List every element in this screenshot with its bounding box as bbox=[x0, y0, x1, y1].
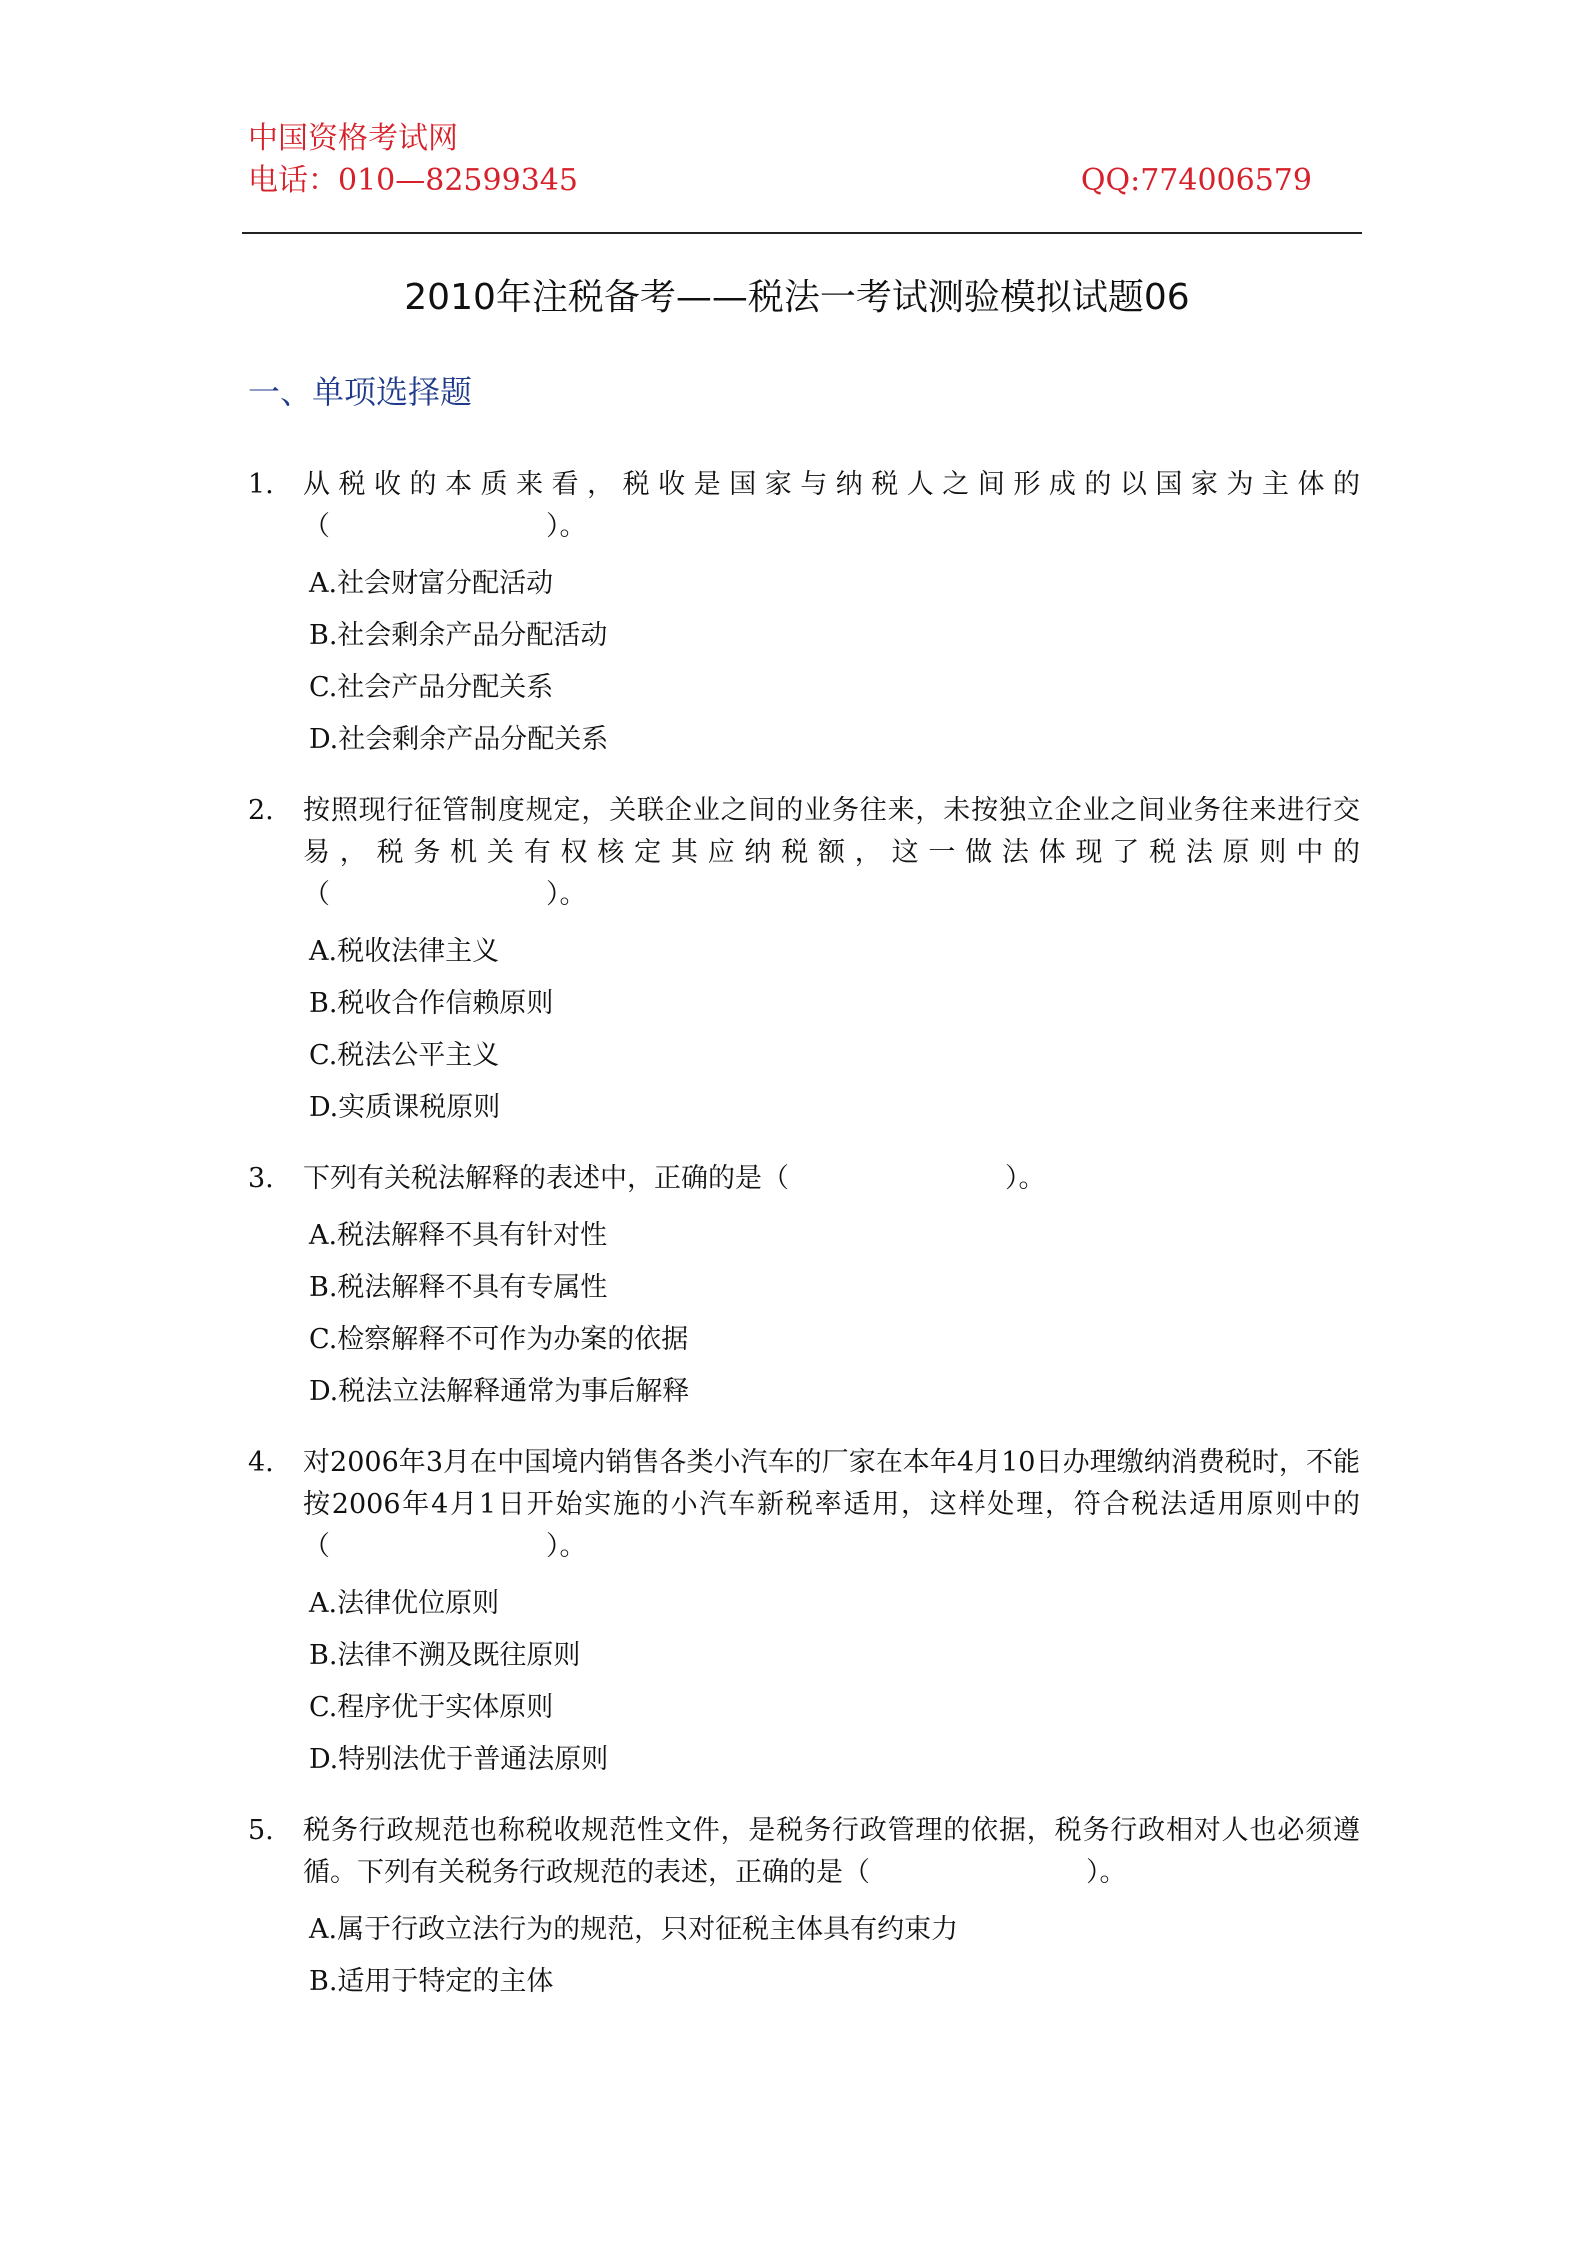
option-c: C.社会产品分配关系 bbox=[309, 672, 554, 703]
question-number: 5. bbox=[248, 1815, 274, 1846]
section-title: 一、单项选择题 bbox=[248, 373, 473, 411]
option-c: C.程序优于实体原则 bbox=[309, 1692, 554, 1723]
option-list bbox=[303, 926, 1360, 1134]
site-name: 中国资格考试网 bbox=[248, 121, 458, 156]
header-divider bbox=[242, 232, 1362, 234]
option-b: B.税法解释不具有专属性 bbox=[309, 1272, 608, 1303]
question-number: 2. bbox=[248, 795, 274, 826]
question-3 bbox=[248, 1158, 1360, 1418]
question-stem: 从税收的本质来看，税收是国家与纳税人之间形成的以国家为主体的（ ）。 bbox=[303, 469, 1360, 542]
option-c: C.检察解释不可作为办案的依据 bbox=[309, 1324, 689, 1355]
qq-number: QQ:774006579 bbox=[1080, 163, 1312, 198]
option-b: B.适用于特定的主体 bbox=[309, 1966, 554, 1997]
option-list bbox=[303, 1210, 1360, 1418]
question-stem: 对2006年3月在中国境内销售各类小汽车的厂家在本年4月10日办理缴纳消费税时，不能按2006年4月1日开始实施的小汽车新税率适用，这样处理，符合税法适用原则中的（ ）。 bbox=[303, 1447, 1360, 1562]
option-a: A.属于行政立法行为的规范，只对征税主体具有约束力 bbox=[309, 1914, 959, 1945]
phone-number: 电话：010—82599345 bbox=[248, 163, 578, 198]
option-d: D.社会剩余产品分配关系 bbox=[309, 724, 609, 755]
option-d: D.特别法优于普通法原则 bbox=[309, 1744, 609, 1775]
question-number: 3. bbox=[248, 1163, 274, 1194]
option-a: A.税法解释不具有针对性 bbox=[309, 1220, 608, 1251]
question-1 bbox=[248, 464, 1360, 766]
option-b: B.社会剩余产品分配活动 bbox=[309, 620, 608, 651]
option-a: A.社会财富分配活动 bbox=[309, 568, 554, 599]
document-title: 2010年注税备考——税法一考试测验模拟试题06 bbox=[404, 277, 1190, 318]
question-list bbox=[248, 464, 1360, 2032]
question-stem: 下列有关税法解释的表述中，正确的是（ ）。 bbox=[303, 1163, 1046, 1194]
option-b: B.法律不溯及既往原则 bbox=[309, 1640, 581, 1671]
question-number: 1. bbox=[248, 469, 274, 500]
option-a: A.法律优位原则 bbox=[309, 1588, 500, 1619]
page-header bbox=[248, 118, 1360, 202]
option-list bbox=[303, 1904, 1360, 2008]
question-2 bbox=[248, 790, 1360, 1134]
question-5 bbox=[248, 1810, 1360, 2008]
option-d: D.税法立法解释通常为事后解释 bbox=[309, 1376, 690, 1407]
question-stem: 按照现行征管制度规定，关联企业之间的业务往来，未按独立企业之间业务往来进行交易，税务机关有权核定其应纳税额，这一做法体现了税法原则中的（ ）。 bbox=[303, 795, 1360, 910]
option-b: B.税收合作信赖原则 bbox=[309, 988, 554, 1019]
option-list bbox=[303, 1578, 1360, 1786]
option-a: A.税收法律主义 bbox=[309, 936, 500, 967]
option-d: D.实质课税原则 bbox=[309, 1092, 501, 1123]
question-stem: 税务行政规范也称税收规范性文件，是税务行政管理的依据，税务行政相对人也必须遵循。下列有关税务行政规范的表述，正确的是（ ）。 bbox=[303, 1815, 1360, 1888]
option-c: C.税法公平主义 bbox=[309, 1040, 500, 1071]
option-list bbox=[303, 558, 1360, 766]
question-number: 4. bbox=[248, 1447, 274, 1478]
question-4 bbox=[248, 1442, 1360, 1786]
